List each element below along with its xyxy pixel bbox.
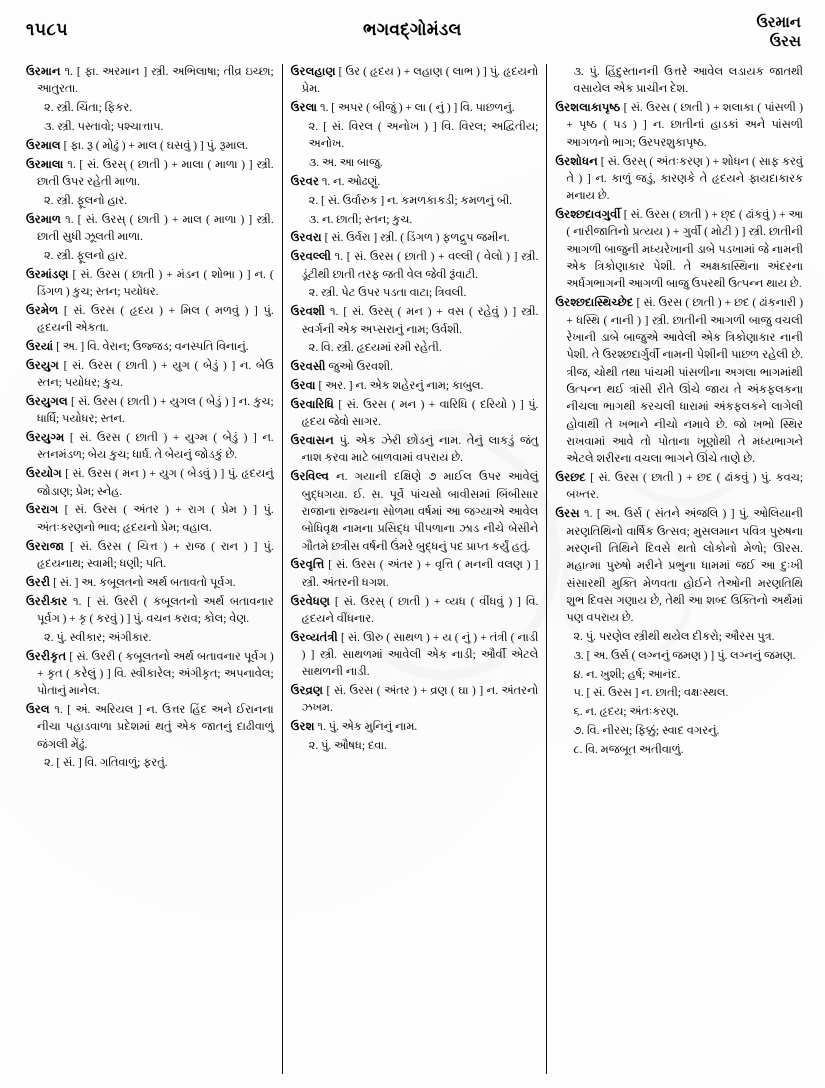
dictionary-entry: ઉરછદ [ સં. ઉરસ ( છાતી ) + છદ ( ઢાંકવું ) પું. કવચ; બખ્તર. (555, 472, 804, 502)
headword: ઉરમાલ (26, 139, 61, 152)
dictionary-sense: ૫. [ સં. ઉરસ ] ન. છાતી; વક્ષઃસ્થલ. (573, 687, 729, 700)
dictionary-entry: ઉરયાં [ અ. ] વિ. વેરાન; ઉજ્જડ; વનસ્પતિ વિનાનું. (26, 340, 249, 353)
dictionary-entry: ઉરમાલ [ ફા. રૂ ( મોઢું ) + માલ ( ઘસવું ) ] પું. રૂમાલ. (26, 139, 248, 152)
dictionary-sense: ૬. ન. હૃદય; અંતઃકરણ. (573, 706, 679, 719)
dictionary-entry: ઉરમાન ૧. [ ફા. અરમાન ] સ્ત્રી. અભિલાષા; તીવ્ર ઇચ્છા; આતુરતા. (26, 66, 274, 96)
dictionary-sense: ૨. સ્ત્રી. પેટ ઉપર પડતા વાટા; ત્રિવલી. (308, 287, 467, 300)
headword: ઉરમાળ (26, 213, 62, 226)
dictionary-entry: ઉરવ્રણ [ સં. ઉરસ ( અંતર ) + વ્રણ ( ઘા ) ] ન. અંતરનો ઝખમ. (290, 685, 539, 715)
headword: ઉરવરા (290, 232, 322, 245)
headword: ઉરલા (290, 102, 318, 115)
headword: ઉરવ્યતંત્રી (290, 631, 338, 644)
headword: ઉરશ્છદાવગુર્વી (555, 209, 621, 222)
dictionary-entry: ઉરરાગ [ સં. ઉરસ ( અંતર ) + રાગ ( પ્રેમ ) ] પું. અંતઃકરણનો ભાવ; હૃદયનો પ્રેમ; વહાલ. (26, 504, 274, 534)
dictionary-entry: ઉરસ ૧. [ અ. ઉર્સ ( સંતને અંજલિ ) ] પું. ઓલિયાની મરણતિથિનો વાર્ષિક ઉત્સવ; મુસલમાન પવિત્ર પુરુષના મરણની તિથિને દિવસે થતો લોકોનો મેળો; ઊરસ. મહાત્મા પુરુષો મરીને પ્રભુના ધામમાં જઈ આ દુઃખી સંસારથી મુક્તિ મેળવતા હોઈને તેઓની મરણતિથિ શુભ દિવસ ગણાય છે, તેથી આ શબ્દ ઉક્તિનો અર્થમાં પણ વપરાય છે. (555, 508, 804, 625)
headword: ઉરમેળ (26, 304, 59, 317)
dictionary-sense: ૨. પું. પરણેલ સ્ત્રીથી થયેલ દીકરો; ઔરસ પુત્ર. (573, 631, 775, 643)
dictionary-entry: ઉરશ્છદાસ્થિચ્છેદ [ સં. ઉરસ ( છાતી ) + છદ ( ઢાંકનારી ) + ધસ્થિ ( નાની ) ] સ્ત્રી. છાતીની આગળી બાજુ વચલી રેખાની ડાબે બાજુએ આવેલી એક ત્રિકોણાકાર નાની પેશી. તે ઉરશ્છદાર્ગુર્વી નામની પેશીની પાછળ રહેલી છે. ત્રીજ, ચોથી તથા પાંચમી પાંસળીના અગલા ભાગમાંથી ઉત્પન્ન થઈ ત્રાંસી રીતે ઊંચે જાય તે અંકફલકના નીચલા ભાગથી કરચલી ધારામાં અંકફલકને લાગેલી હોવાથી તે ખભાને નીચો નમાવે છે. જો ખભો સ્થિર રાખવામાં આવે તો પોતાના ખૂણોથી તે મધ્યભાગને એટલે શરીરના વચલા ભાગને ઊંચે તાણે છે. (555, 297, 804, 466)
headword: ઉરમાલા (26, 158, 64, 171)
dictionary-sense: ૨. સ્ત્રી. ફૂલનો હાર. (44, 194, 128, 207)
headword: ઉરમાન (26, 66, 61, 78)
dictionary-sense: ૨. [ સં. ] વિ. ગતિવાળું; ફરતું. (44, 757, 168, 770)
dictionary-entry: ઉરયુગ [ સં. ઉરસ ( છાતી ) + યુગ ( બેડું ) ] ન. બેઉ સ્તન; પયોધર; કુચ. (26, 359, 274, 390)
dictionary-entry: ઉરશ્છદાવગુર્વી [ સં. ઉરસ ( છાતી ) + છ્દ ( ઢાંકવું ) + આ ( નારીજાતિનો પ્રત્યય ) + ગુર્વી ( મોટી ) ] સ્ત્રી. છાતીની આગળી બાજુની મધ્યરેખાની ડાબે પડખામાં જે નામની એક ત્રિકોણાકાર પેશી. તે અક્ષકાસ્થિના અંદરના અર્ધગભાગની આગળી બાજુ ઉપરથી ઉત્પન્ન થાય છે. (555, 209, 804, 291)
headword: ઉરયાં (26, 340, 54, 353)
headword: ઉરયુગલ (26, 395, 68, 408)
dictionary-entry: ઉરવર ૧. ન. ઓઢણું. (290, 175, 381, 188)
dictionary-sense: ૨. પું. ઔષધ; દવા. (308, 740, 387, 753)
dictionary-sense: ૨. સ્ત્રી. ફૂલનો હાર. (44, 249, 128, 262)
headword: ઉરવલ્લી (290, 251, 332, 264)
text-column-2 (282, 64, 547, 1074)
headword: ઉરરાગ (26, 504, 59, 517)
headword: ઉરવેધણ (290, 595, 331, 608)
headword: ઉરછદ (555, 472, 586, 485)
dictionary-entry: ઉરયુગ્મ [ સં. ઉરસ ( છાતી ) + યુગ્મ ( બેડું ) ] ન. સ્તનમંડળ; બેય કુચ; ધાર્ધ. તે બેયનું જોડકું છે. (26, 432, 274, 462)
headword: ઉરમાંડણ (26, 268, 69, 281)
dictionary-entry: ઉરવસી જુઓ ઉરવશી. (290, 361, 394, 374)
dictionary-entry: ઉરયુગલ [ સં. ઉરસ ( છાતી ) + યુગલ ( બેડું ) ] ન. કુચ; ધાર્ધિ; પયોધર; સ્તન. (26, 395, 274, 426)
dictionary-entry: ઉરશલાકાપૃષ્ઠ [ સં. ઉરસ ( છાતી ) + શલાકા ( પાંસળી ) + પૃષ્ઠ ( પડ ) ] ન. છાતીનાં હાડકાં અને પાંસળી આગળનો ભાગ; ઉરપરશુકાપૃષ્ઠ. (555, 102, 804, 149)
headword: ઉરવારિધિ (290, 398, 334, 411)
dictionary-entry: ઉરલા ૧. [ અપર ( બીજું ) + લા ( નું ) ] વિ. પાછળનું. (290, 102, 515, 115)
headword: ઉરવાસન (290, 435, 334, 448)
dictionary-sense: ૨. વિ. સ્ત્રી. હૃદયમાં રમી રહેતી. (308, 342, 442, 355)
headword: ઉરવશી (290, 306, 326, 319)
dictionary-entry: ઉરવિલ્વ ન. ગયાની દક્ષિણે ૭ માઈલ ઉપર આવેલું બુદ્ધગયા. ઈ. સ. પૂર્વે પાંચસો બાવીસમાં બિંબીસાર રાજાના રાજ્યના સોળમા વર્ષમાં આ જગ્યાએ આવેલ બોધિવૃક્ષ નામના પ્રસિદ્ધ પીપળાના ઝાડ નીચે બેસીને ગૌતમે છત્રીસ વર્ષની ઉંમરે બુદ્ધનું પદ પ્રાપ્ત કર્યું હતું. (290, 471, 539, 553)
running-head (16, 14, 809, 60)
dictionary-entry: ઉરવા [ અર. ] ન. એક શહેરનું નામ; કાબુલ. (290, 380, 484, 393)
dictionary-entry: ઉરવારિધિ [ સં. ઉરસ ( મન ) + વારિધિ ( દરિયો ) ] પું. હૃદય જેવો સાગર. (290, 398, 539, 429)
dictionary-entry: ઉરશોધન [ સં. ઉરસ્ ( અંતઃકરણ ) + શોધન ( સાફ કરવું તે ) ] ન. કાળું જડું, કારણકે તે હૃદયને ફાયદાકારક મનાય છે. (555, 155, 804, 203)
dictionary-sense: ૩. અ. આ બાજુ. (308, 157, 383, 170)
headword: ઉરસ (555, 508, 580, 521)
headword: ઉરયુગ્મ (26, 432, 65, 445)
headword: ઉરલહાણ (290, 66, 336, 78)
headword: ઉરશ્છદાસ્થિચ્છેદ (555, 297, 634, 310)
dictionary-sense: ૭. વિ. નીરસ; ફિક્કું; સ્વાદ વગરનું. (573, 725, 720, 738)
headword: ઉરશ (290, 721, 315, 734)
page-number: ૧૫૮૫ (26, 20, 69, 39)
dictionary-entry: ઉરવશી ૧. [ સં. ઉરસ્ ( મન ) + વસ ( રહેવું ) ] સ્ત્રી. સ્વર્ગની એક અપ્સરાનું નામ; ઉર્વશી. (290, 306, 539, 336)
dictionary-entry: ઉરરાજા [ સં. ઉરસ ( ચિત્ત ) + રાજ ( રાન ) ] પું. હૃદયનાથ; સ્વામી; ધણી; પતિ. (26, 540, 274, 570)
guide-word-last: ઉરસ (769, 33, 801, 50)
dictionary-sense: ૩. સ્ત્રી. પસ્તાવો; પશ્ચાત્તાપ. (44, 120, 164, 133)
dictionary-entry: ઉરમાળ ૧. [ સં. ઉરસ્ ( છાતી ) + માલ ( માળા ) ] સ્ત્રી. છાતી સુધી ઝૂલતી માળા. (26, 213, 274, 243)
dictionary-entry: ઉરલ ૧. [ અં. અરિયલ ] ન. ઉત્તર હિંદ અને ઈરાનના નીચા પહાડવાળા પ્રદેશમાં થતું એક જાતનું દાઢીવાળું જંગલી મેંઢું. (26, 703, 274, 751)
dictionary-sense: ૩. [ અ. ઉર્સ ( લગ્નનું જમણ ) ] પું. લગ્નનું જમણ. (573, 649, 796, 662)
dictionary-entry: ઉરરી [ સં. ] અ. કબૂલતનો અર્થ બતાવતો પૂર્વગ. (26, 576, 236, 589)
dictionary-sense: ૨. [ સં. વિરલ ( અનોખ ) ] વિ. વિરલ; અદ્વિતીય; અનોખ. (308, 120, 539, 151)
headword: ઉરવ્રણ (290, 685, 324, 698)
text-column-3 (546, 64, 809, 1074)
headword: ઉરવર (290, 175, 319, 188)
headword: ઉરરીકાર (26, 595, 68, 608)
dictionary-entry: ઉરમેળ [ સં. ઉરસ ( હૃદય ) + મિલ ( મળવું ) ] પું. હૃદયની એકતા. (26, 304, 274, 335)
dictionary-sense: ૨. સ્ત્રી. ચિંતા; ફિકર. (44, 102, 133, 115)
dictionary-entry: ઉરવૃત્તિ [ સં. ઉરસ ( અંતર ) + વૃત્તિ ( મનની વલણ ) ] સ્ત્રી. અંતરની ધગશ. (290, 559, 539, 589)
guide-words (756, 14, 809, 52)
dictionary-sense: ૪. ન. ખુશી; હર્ષ; આનંદ. (573, 668, 681, 681)
headword: ઉરવસી (290, 361, 326, 374)
dictionary-entry: ઉરવેધણ [ સં. ઉરસ્ ( છાતી ) + વ્યધ ( વીંધવું ) ] વિ. હૃદયને વીંધનાર. (290, 595, 539, 625)
headword: ઉરરીકૃત (26, 650, 67, 663)
dictionary-entry: ઉરમાલા ૧. [ સં. ઉરસ્ ( છાતી ) + માલા ( માળા ) ] સ્ત્રી. છાતી ઉપર રહેતી માળા. (26, 158, 274, 188)
headword: ઉરવૃત્તિ (290, 559, 325, 572)
dictionary-entry: ઉરયોગ [ સં. ઉરસ ( મન ) + યુગ ( બેડવું ) ] પું. હૃદયનું જોડાણ; પ્રેમ; સ્નેહ. (26, 468, 274, 498)
dictionary-entry: ઉરવ્યતંત્રી [ સં. ઊરુ ( સાથળ ) + ય ( નું ) + તંત્રી ( નાડી ) ] સ્ત્રી. સાથળમાં આવેલી એક નાડી; ઔર્વી એટલે સાથળની નાડી. (290, 631, 539, 679)
headword: ઉરરી (26, 576, 51, 589)
headword: ઉરશલાકાપૃષ્ઠ (555, 102, 621, 115)
headword: ઉરયુગ (26, 359, 59, 372)
dictionary-entry: ઉરવલ્લી ૧. [ સં. ઉરસ ( છાતી ) + વલ્લી ( વેલો ) ] સ્ત્રી. ડૂંટીથી છાતી તરફ જતી વેલ જેવી રૂંવાટી. (290, 251, 539, 281)
dictionary-entry: ઉરશ ૧. પું. એક મુનિનું નામ. (290, 721, 418, 734)
dictionary-entry: ઉરરીકૃત [ સં. ઉરરી ( કબૂલતનો અર્થ બતાવનાર પૂર્વગ ) + કૃત ( કરેલું ) ] વિ. સ્વીકારેલ; અંગીકૃત; અપનાવેલ; પોતાનું માનેલ. (26, 650, 274, 698)
headword: ઉરવિલ્વ (290, 471, 329, 484)
headword: ઉરયોગ (26, 468, 62, 481)
headword: ઉરલ (26, 703, 50, 716)
dictionary-entry: ઉરવાસન પું. એક ઝેરી છોડનું નામ. તેનું લાકડું જંતુ નાશ કરવા માટે બાળવામાં વપરાય છે. (290, 435, 539, 465)
dictionary-sense: ૩. પું. હિંદુસ્તાનની ઉત્તરે આવેલ લડાયક જાતથી વસાયેલ એક પ્રાચીન દેશ. (573, 66, 804, 96)
page-title: ભગવદ્ગોમંડલ (362, 20, 462, 39)
dictionary-sense: ૮. વિ. મજબૂત અતીવાળું. (573, 743, 684, 756)
text-column-1 (16, 64, 282, 1074)
headword: ઉરશોધન (555, 155, 598, 168)
dictionary-entry: ઉરમાંડણ [ સં. ઉરસ ( છાતી ) + મંડન ( શોભા ) ] ન. ( ડિંગળ ) કુચ; સ્તન; પયોધર. (26, 268, 274, 298)
column-container (16, 64, 809, 1074)
headword: ઉરરાજા (26, 540, 65, 553)
guide-word-first: ઉરમાન (756, 15, 801, 31)
dictionary-entry: ઉરરીકાર ૧. [ સં. ઉરરી ( કબૂલતનો અર્થ બતાવનાર પૂર્વગ ) + કૃ ( કરવું ) ] પું. વચન કરાવ; કોલ; વેણ. (26, 595, 274, 625)
dictionary-sense: ૩. ન. છાતી; સ્તન; કુચ. (308, 213, 413, 226)
dictionary-entry: ઉરવરા [ સં. ઉર્વરા ] સ્ત્રી. ( ડિંગળ ) ફળદ્રુપ જમીન. (290, 232, 510, 245)
headword: ઉરવા (290, 380, 316, 393)
dictionary-entry: ઉરલહાણ [ ઉર ( હૃદય ) + લહાણ ( લાભ ) ] પું. હૃદયનો પ્રેમ. (290, 66, 539, 96)
dictionary-sense: ૨. પું. સ્વીકાર; અંગીકાર. (44, 631, 152, 644)
dictionary-sense: ૨. [ સં. ઉર્વારુક ] ન. કમળકાકડી; કમળનું બી. (308, 194, 513, 207)
